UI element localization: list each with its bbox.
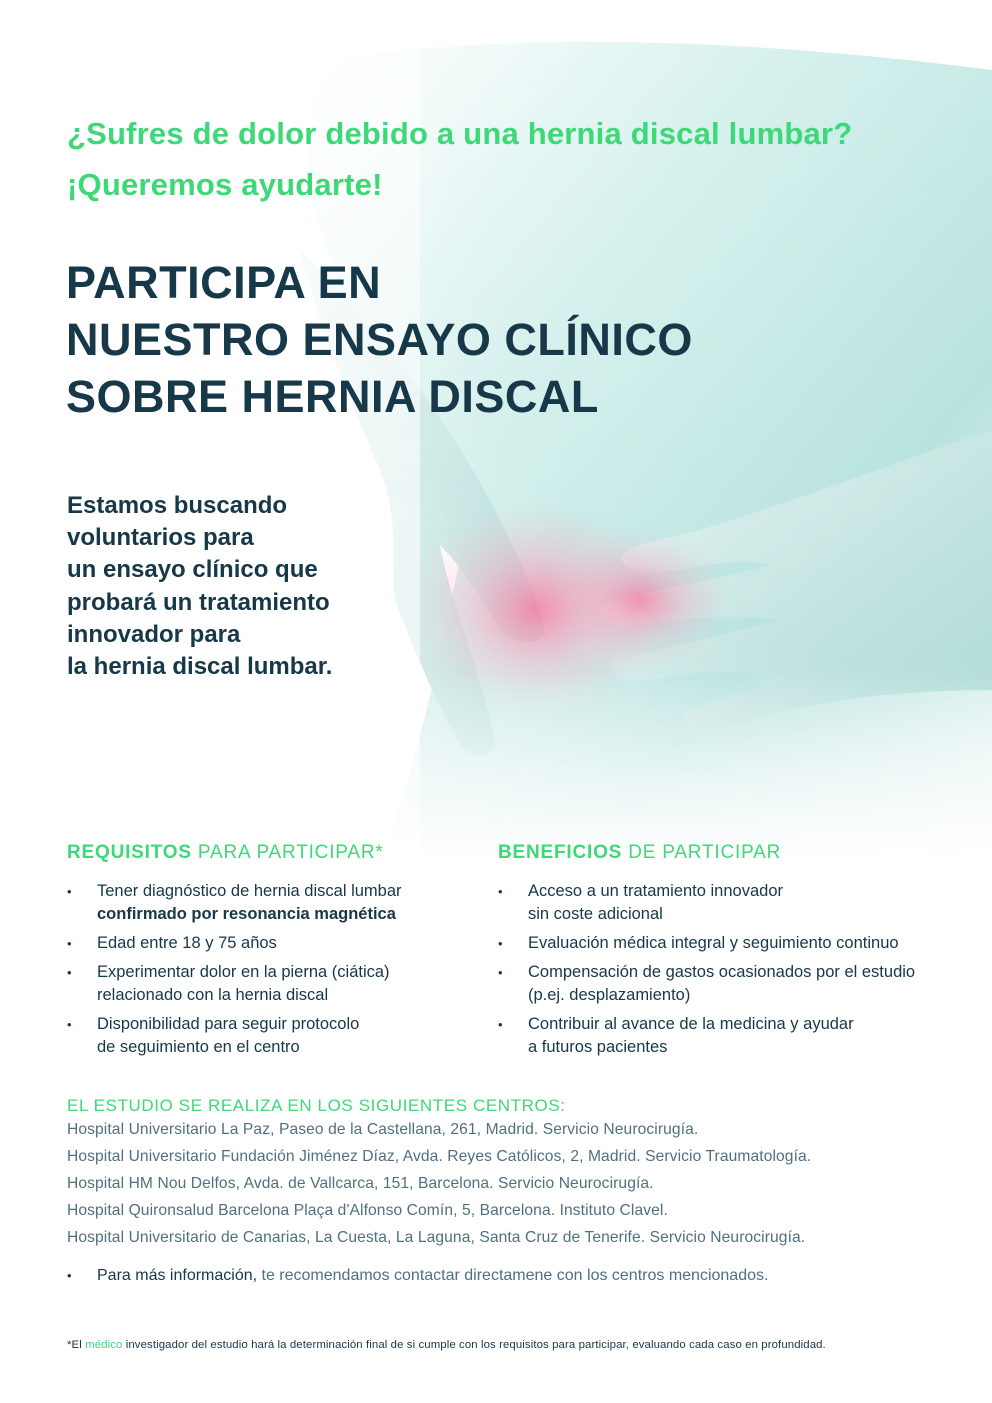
requirement-item: • Experimentar dolor en la pierna (ciática) relacionado con la hernia discal xyxy=(67,961,477,1007)
center-item: Hospital HM Nou Delfos, Avda. de Vallcarca, 151, Barcelona. Servicio Neurocirugía. xyxy=(67,1175,654,1192)
headline-line: PARTICIPA EN xyxy=(66,257,382,308)
footnote: *El médico investigador del estudio hará la determinación final de si cumple con los requisitos para participar, evaluando cada caso en profundidad. xyxy=(67,1339,826,1351)
benefits-section xyxy=(498,842,968,1065)
benefits-title: BENEFICIOS DE PARTICIPAR xyxy=(498,842,782,863)
headline-line: NUESTRO ENSAYO CLÍNICO xyxy=(66,314,693,365)
centers-title: EL ESTUDIO SE REALIZA EN LOS SIGUIENTES CENTROS: xyxy=(67,1096,566,1115)
more-info-text: te recomendamos contactar directamene con los centros mencionados. xyxy=(257,1267,769,1284)
center-item: Hospital Quironsalud Barcelona Plaça d'Alfonso Comín, 5, Barcelona. Instituto Clavel. xyxy=(67,1202,668,1219)
requirement-item: • Tener diagnóstico de hernia discal lumbar confirmado por resonancia magnética xyxy=(67,880,477,926)
centers-list xyxy=(67,1116,811,1251)
benefits-list xyxy=(498,880,968,1059)
intro-line: la hernia discal lumbar. xyxy=(67,653,333,681)
intro-line: un ensayo clínico que xyxy=(67,556,318,584)
center-item: Hospital Universitario de Canarias, La Cuesta, La Laguna, Santa Cruz de Tenerife. Servicio Neurocirugía. xyxy=(67,1229,806,1246)
headline-line: SOBRE HERNIA DISCAL xyxy=(66,371,599,422)
benefit-item: • Compensación de gastos ocasionados por el estudio (p.ej. desplazamiento) xyxy=(498,961,968,1007)
hero-help: ¡Queremos ayudarte! xyxy=(67,167,383,202)
center-item: Hospital Universitario Fundación Jiménez Díaz, Avda. Reyes Católicos, 2, Madrid. Servicio Traumatología. xyxy=(67,1148,812,1165)
benefit-item: • Evaluación médica integral y seguimiento continuo xyxy=(498,932,968,955)
more-info xyxy=(67,1267,768,1285)
more-info-label: Para más información, xyxy=(97,1267,258,1284)
headline xyxy=(66,254,693,425)
requirement-item: • Edad entre 18 y 75 años xyxy=(67,932,477,955)
requirements-list xyxy=(67,880,477,1059)
intro-text xyxy=(67,490,332,683)
requirements-title: REQUISITOS PARA PARTICIPAR* xyxy=(67,842,384,863)
intro-line: Estamos buscando xyxy=(67,492,288,519)
hero-question: ¿Sufres de dolor debido a una hernia discal lumbar? xyxy=(67,116,853,151)
benefit-item: • Contribuir al avance de la medicina y ayudar a futuros pacientes xyxy=(498,1013,968,1059)
benefit-item: • Acceso a un tratamiento innovador sin coste adicional xyxy=(498,880,968,926)
center-item: Hospital Universitario La Paz, Paseo de la Castellana, 261, Madrid. Servicio Neurocirugía. xyxy=(67,1121,699,1138)
intro-line: probará un tratamiento xyxy=(67,588,330,616)
requirement-item: • Disponibilidad para seguir protocolo de seguimiento en el centro xyxy=(67,1013,477,1059)
requirements-section xyxy=(67,842,477,1065)
intro-line: voluntarios para xyxy=(67,524,254,552)
intro-line: innovador para xyxy=(67,620,241,648)
bullet-icon: • xyxy=(67,1268,72,1283)
